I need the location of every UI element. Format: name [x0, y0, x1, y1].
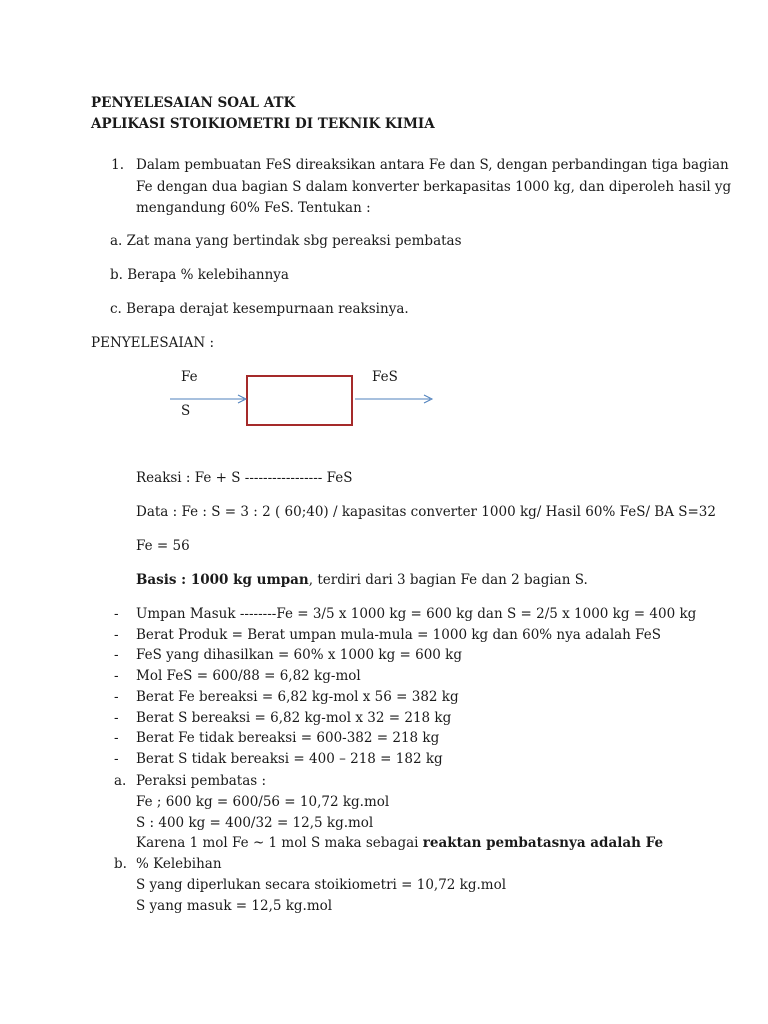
problem-line-2: Fe dengan dua bagian S dalam konverter berkapasitas 1000 kg, dan diperoleh hasil yg [136, 179, 732, 195]
dash-bullet: - [114, 647, 119, 663]
problem-number: 1. [111, 157, 124, 173]
dash-item-1: Umpan Masuk --------Fe = 3/5 x 1000 kg = 600 kg dan S = 2/5 x 1000 kg = 400 kg [136, 606, 697, 622]
document-subtitle: APLIKASI STOIKIOMETRI DI TEKNIK KIMIA [91, 116, 435, 132]
document-title: PENYELESAIAN SOAL ATK [91, 95, 296, 111]
dash-item-4: Mol FeS = 600/88 = 6,82 kg-mol [136, 668, 361, 684]
part-b-label: b. [114, 856, 127, 872]
reaction-line: Reaksi : Fe + S ----------------- FeS [136, 470, 353, 486]
part-a-label: a. [114, 773, 127, 789]
part-a-line-1: Fe ; 600 kg = 600/56 = 10,72 kg.mol [136, 794, 390, 810]
dash-bullet: - [114, 627, 119, 643]
part-a-line-2: S : 400 kg = 400/32 = 12,5 kg.mol [136, 815, 374, 831]
solution-heading: PENYELESAIAN : [91, 335, 215, 351]
dash-bullet: - [114, 730, 119, 746]
dash-bullet: - [114, 751, 119, 767]
diagram-input-fe: Fe [181, 369, 198, 385]
dash-bullet: - [114, 606, 119, 622]
dash-item-7: Berat Fe tidak bereaksi = 600-382 = 218 kg [136, 730, 440, 746]
data-line: Data : Fe : S = 3 : 2 ( 60;40) / kapasitas converter 1000 kg/ Hasil 60% FeS/ BA S=32 [136, 504, 716, 520]
part-b-line-2: S yang masuk = 12,5 kg.mol [136, 898, 333, 914]
basis-rest: , terdiri dari 3 bagian Fe dan 2 bagian S. [308, 572, 588, 588]
problem-line-3: mengandung 60% FeS. Tentukan : [136, 200, 371, 216]
basis-line [136, 571, 588, 589]
dash-item-3: FeS yang dihasilkan = 60% x 1000 kg = 600 kg [136, 647, 462, 663]
question-a: a. Zat mana yang bertindak sbg pereaksi pembatas [110, 233, 462, 249]
dash-bullet: - [114, 668, 119, 684]
part-b-heading: % Kelebihan [136, 856, 222, 872]
basis-bold: Basis : 1000 kg umpan [136, 572, 309, 588]
problem-line-1: Dalam pembuatan FeS direaksikan antara Fe dan S, dengan perbandingan tiga bagian [136, 157, 729, 173]
diagram-output-fes: FeS [372, 369, 398, 385]
dash-item-6: Berat S bereaksi = 6,82 kg-mol x 32 = 218 kg [136, 710, 452, 726]
fe-atomic-mass: Fe = 56 [136, 538, 190, 554]
part-a-conclusion-bold: reaktan pembatasnya adalah Fe [422, 835, 664, 851]
dash-item-8: Berat S tidak bereaksi = 400 – 218 = 182 kg [136, 751, 443, 767]
dash-item-2: Berat Produk = Berat umpan mula-mula = 1000 kg dan 60% nya adalah FeS [136, 627, 662, 643]
dash-bullet: - [114, 710, 119, 726]
dash-item-5: Berat Fe bereaksi = 6,82 kg-mol x 56 = 382 kg [136, 689, 459, 705]
dash-bullet: - [114, 689, 119, 705]
part-a-heading: Peraksi pembatas : [136, 773, 267, 789]
part-b-line-1: S yang diperlukan secara stoikiometri = 10,72 kg.mol [136, 877, 507, 893]
question-c: c. Berapa derajat kesempurnaan reaksinya. [110, 301, 409, 317]
part-a-conclusion [136, 834, 663, 852]
question-b: b. Berapa % kelebihannya [110, 267, 289, 283]
diagram-input-s: S [181, 403, 191, 419]
part-a-conclusion-plain: Karena 1 mol Fe ~ 1 mol S maka sebagai [136, 835, 423, 851]
